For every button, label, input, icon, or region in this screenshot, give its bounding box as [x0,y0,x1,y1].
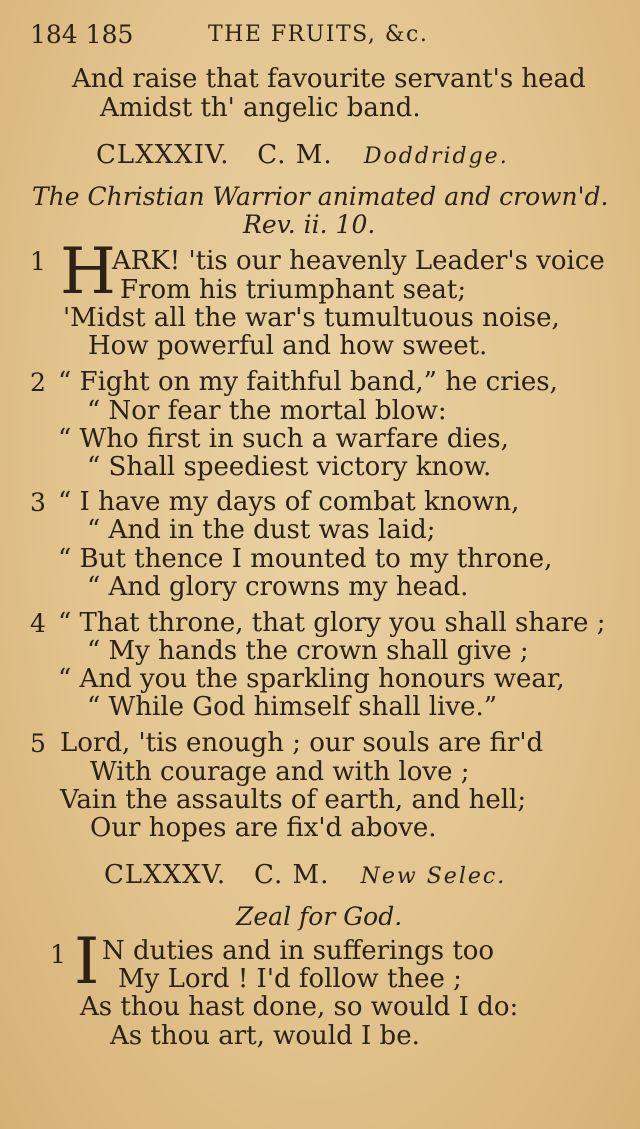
verse-line: ARK! 'tis our heavenly Leader's voice [112,246,605,276]
continued-line: And raise that favourite servant's head [72,64,586,94]
verse-line: “ And in the dust was laid; [87,515,436,545]
verse-line: With courage and with love ; [90,757,470,787]
verse-line: Lord, 'tis enough ; our souls are fir'd [60,728,544,758]
verse-line: Vain the assaults of earth, and hell; [60,785,527,815]
hymn-subtitle: Zeal for God. [236,902,403,931]
page-numbers: 184 185 [30,20,134,49]
scripture-reference: Rev. ii. 10. [243,210,376,239]
running-title: THE FRUITS, &c. [208,22,429,47]
verse-line: From his triumphant seat; [120,275,467,305]
stanza-number: 2 [30,368,46,397]
stanza-number: 1 [30,247,46,276]
verse-line: 'Midst all the war's tumultuous noise, [63,303,560,333]
hymn-number: CLXXXIV. C. M. [96,140,333,170]
verse-line: My Lord ! I'd follow thee ; [118,964,462,994]
stanza-number: 1 [50,940,66,969]
verse-line: “ My hands the crown shall give ; [87,636,529,666]
verse-line: “ While God himself shall live.” [87,692,498,722]
verse-line: “ Nor fear the mortal blow: [87,396,447,426]
verse-line: “ I have my days of combat known, [58,487,520,517]
verse-line: “ But thence I mounted to my throne, [58,544,553,574]
verse-line: “ Shall speediest victory know. [87,452,492,482]
running-head [30,20,429,49]
verse-line: “ And glory crowns my head. [87,572,469,602]
continued-line: Amidst th' angelic band. [100,93,421,123]
verse-line: “ Who first in such a warfare dies, [58,424,509,454]
verse-line: As thou art, would I be. [110,1021,420,1051]
hymn-heading [96,140,509,170]
hymn-author: Doddridge. [363,144,509,169]
verse-line: Our hopes are fix'd above. [90,813,437,843]
verse-line: As thou hast done, so would I do: [80,992,519,1022]
drop-cap: I [74,925,100,999]
verse-line: “ Fight on my faithful band,” he cries, [58,367,558,397]
verse-line: How powerful and how sweet. [88,331,488,361]
stanza-number: 5 [30,729,46,758]
verse-line: “ And you the sparkling honours wear, [58,664,565,694]
stanza-number: 3 [30,488,46,517]
stanza-number: 4 [30,609,46,638]
drop-cap: H [60,235,116,309]
hymn-number: CLXXXV. C. M. [104,860,330,890]
verse-line: “ That throne, that glory you shall share ; [58,608,606,638]
verse-line: N duties and in sufferings too [102,936,495,966]
hymn-subtitle: The Christian Warrior animated and crown'd. [32,182,609,211]
hymn-author: New Selec. [360,864,507,889]
hymn-heading [104,860,506,890]
